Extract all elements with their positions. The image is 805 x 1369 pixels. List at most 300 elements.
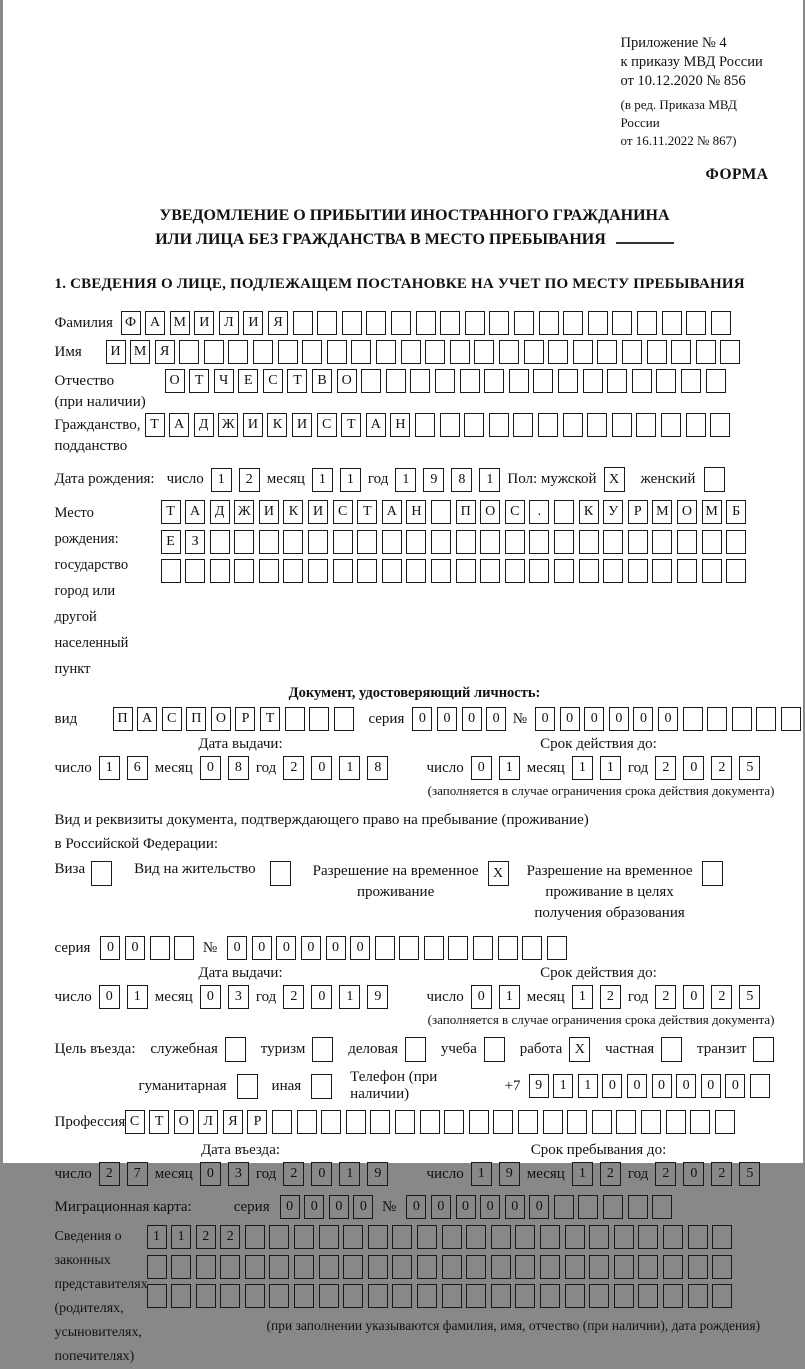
char-cell[interactable] xyxy=(392,1284,412,1308)
char-cell[interactable]: 0 xyxy=(353,1195,373,1219)
char-cell[interactable] xyxy=(431,530,451,554)
char-cell[interactable] xyxy=(440,311,460,335)
char-cell[interactable]: 0 xyxy=(437,707,457,731)
char-cell[interactable] xyxy=(589,1284,609,1308)
char-cell[interactable] xyxy=(638,1225,658,1249)
char-cell[interactable] xyxy=(688,1225,708,1249)
char-cell[interactable] xyxy=(647,340,667,364)
char-cell[interactable] xyxy=(343,1284,363,1308)
char-cell[interactable] xyxy=(450,340,470,364)
checkbox-residence-permit[interactable] xyxy=(270,861,291,886)
char-cell[interactable]: 1 xyxy=(147,1225,167,1249)
char-cell[interactable] xyxy=(491,1225,511,1249)
char-cell[interactable]: 0 xyxy=(280,1195,300,1219)
char-cell[interactable] xyxy=(499,340,519,364)
char-cell[interactable]: 2 xyxy=(711,1162,732,1186)
char-cell[interactable] xyxy=(147,1255,167,1279)
char-cell[interactable]: Т xyxy=(149,1110,169,1134)
char-cell[interactable] xyxy=(416,311,436,335)
char-cell[interactable] xyxy=(269,1255,289,1279)
char-cell[interactable] xyxy=(392,1255,412,1279)
res-number-cells[interactable] xyxy=(227,936,571,960)
char-cell[interactable] xyxy=(656,369,676,393)
char-cell[interactable] xyxy=(663,1225,683,1249)
name-cells[interactable] xyxy=(106,340,745,364)
char-cell[interactable] xyxy=(547,936,567,960)
char-cell[interactable] xyxy=(376,340,396,364)
char-cell[interactable] xyxy=(641,1110,661,1134)
birthplace-cells-2[interactable] xyxy=(161,530,751,554)
char-cell[interactable] xyxy=(489,311,509,335)
char-cell[interactable] xyxy=(489,413,509,437)
char-cell[interactable] xyxy=(671,340,691,364)
char-cell[interactable] xyxy=(612,311,632,335)
char-cell[interactable] xyxy=(638,1255,658,1279)
char-cell[interactable]: Т xyxy=(357,500,377,524)
char-cell[interactable]: 0 xyxy=(326,936,346,960)
char-cell[interactable] xyxy=(720,340,740,364)
char-cell[interactable] xyxy=(690,1110,710,1134)
char-cell[interactable]: М xyxy=(130,340,150,364)
phone-cells[interactable] xyxy=(529,1074,775,1098)
iddoc-valid-year-cells[interactable] xyxy=(655,756,767,780)
char-cell[interactable] xyxy=(444,1110,464,1134)
char-cell[interactable] xyxy=(220,1284,240,1308)
char-cell[interactable] xyxy=(579,530,599,554)
char-cell[interactable] xyxy=(308,559,328,583)
entry-month-cells[interactable] xyxy=(200,1162,256,1186)
char-cell[interactable]: Л xyxy=(198,1110,218,1134)
char-cell[interactable] xyxy=(587,413,607,437)
char-cell[interactable] xyxy=(245,1284,265,1308)
char-cell[interactable] xyxy=(702,530,722,554)
char-cell[interactable]: Т xyxy=(161,500,181,524)
char-cell[interactable] xyxy=(558,369,578,393)
char-cell[interactable] xyxy=(498,936,518,960)
char-cell[interactable] xyxy=(465,311,485,335)
char-cell[interactable] xyxy=(460,369,480,393)
char-cell[interactable] xyxy=(726,530,746,554)
char-cell[interactable]: 0 xyxy=(480,1195,500,1219)
char-cell[interactable] xyxy=(456,559,476,583)
char-cell[interactable]: 8 xyxy=(451,468,472,492)
char-cell[interactable]: О xyxy=(165,369,185,393)
char-cell[interactable] xyxy=(294,1284,314,1308)
char-cell[interactable] xyxy=(524,340,544,364)
char-cell[interactable] xyxy=(573,340,593,364)
char-cell[interactable]: 1 xyxy=(572,985,593,1009)
checkbox-other[interactable] xyxy=(311,1074,332,1099)
char-cell[interactable]: 0 xyxy=(701,1074,721,1098)
char-cell[interactable]: 1 xyxy=(479,468,500,492)
char-cell[interactable] xyxy=(319,1284,339,1308)
res-valid-month-cells[interactable] xyxy=(572,985,628,1009)
char-cell[interactable]: 1 xyxy=(340,468,361,492)
char-cell[interactable]: С xyxy=(505,500,525,524)
char-cell[interactable] xyxy=(565,1255,585,1279)
char-cell[interactable]: 1 xyxy=(395,468,416,492)
birth-year-cells[interactable] xyxy=(395,468,507,492)
char-cell[interactable] xyxy=(368,1284,388,1308)
char-cell[interactable] xyxy=(614,1255,634,1279)
char-cell[interactable] xyxy=(185,559,205,583)
char-cell[interactable]: П xyxy=(113,707,133,731)
char-cell[interactable]: 0 xyxy=(311,985,332,1009)
char-cell[interactable] xyxy=(652,559,672,583)
char-cell[interactable] xyxy=(554,559,574,583)
char-cell[interactable] xyxy=(513,413,533,437)
char-cell[interactable]: 1 xyxy=(339,985,360,1009)
birth-day-cells[interactable] xyxy=(211,468,267,492)
char-cell[interactable]: О xyxy=(337,369,357,393)
char-cell[interactable]: 5 xyxy=(739,985,760,1009)
char-cell[interactable] xyxy=(567,1110,587,1134)
char-cell[interactable] xyxy=(652,530,672,554)
char-cell[interactable]: А xyxy=(169,413,189,437)
char-cell[interactable] xyxy=(661,413,681,437)
char-cell[interactable] xyxy=(622,340,642,364)
char-cell[interactable] xyxy=(543,1110,563,1134)
char-cell[interactable] xyxy=(466,1225,486,1249)
char-cell[interactable]: Р xyxy=(628,500,648,524)
mig-number-cells[interactable] xyxy=(406,1195,677,1219)
char-cell[interactable] xyxy=(554,1195,574,1219)
char-cell[interactable]: 0 xyxy=(683,985,704,1009)
char-cell[interactable] xyxy=(278,340,298,364)
checkbox-male[interactable]: X xyxy=(604,467,625,492)
char-cell[interactable] xyxy=(515,1255,535,1279)
char-cell[interactable] xyxy=(294,1255,314,1279)
checkbox-business[interactable] xyxy=(405,1037,426,1062)
checkbox-work[interactable]: X xyxy=(569,1037,590,1062)
representatives-cells-1[interactable] xyxy=(147,1225,761,1249)
char-cell[interactable]: 2 xyxy=(655,756,676,780)
char-cell[interactable] xyxy=(401,340,421,364)
stay-month-cells[interactable] xyxy=(572,1162,628,1186)
char-cell[interactable] xyxy=(539,311,559,335)
char-cell[interactable] xyxy=(663,1284,683,1308)
char-cell[interactable]: Д xyxy=(194,413,214,437)
char-cell[interactable] xyxy=(245,1255,265,1279)
char-cell[interactable] xyxy=(702,559,722,583)
iddoc-issue-day-cells[interactable] xyxy=(99,756,155,780)
char-cell[interactable] xyxy=(456,530,476,554)
char-cell[interactable]: 0 xyxy=(252,936,272,960)
char-cell[interactable] xyxy=(540,1225,560,1249)
char-cell[interactable] xyxy=(333,530,353,554)
char-cell[interactable]: И xyxy=(308,500,328,524)
char-cell[interactable]: 1 xyxy=(553,1074,573,1098)
char-cell[interactable] xyxy=(327,340,347,364)
char-cell[interactable]: 1 xyxy=(171,1225,191,1249)
char-cell[interactable] xyxy=(333,559,353,583)
char-cell[interactable]: 0 xyxy=(627,1074,647,1098)
char-cell[interactable]: 9 xyxy=(423,468,444,492)
res-valid-year-cells[interactable] xyxy=(655,985,767,1009)
char-cell[interactable]: 1 xyxy=(127,985,148,1009)
char-cell[interactable] xyxy=(663,1255,683,1279)
char-cell[interactable] xyxy=(293,311,313,335)
char-cell[interactable] xyxy=(683,707,703,731)
char-cell[interactable] xyxy=(666,1110,686,1134)
res-issue-day-cells[interactable] xyxy=(99,985,155,1009)
char-cell[interactable] xyxy=(491,1284,511,1308)
char-cell[interactable]: 0 xyxy=(658,707,678,731)
char-cell[interactable]: 0 xyxy=(412,707,432,731)
char-cell[interactable] xyxy=(283,530,303,554)
char-cell[interactable]: 1 xyxy=(339,1162,360,1186)
char-cell[interactable] xyxy=(294,1225,314,1249)
char-cell[interactable] xyxy=(357,559,377,583)
birthplace-cells-3[interactable] xyxy=(161,559,751,583)
char-cell[interactable]: С xyxy=(317,413,337,437)
char-cell[interactable] xyxy=(711,311,731,335)
char-cell[interactable] xyxy=(234,530,254,554)
char-cell[interactable] xyxy=(399,936,419,960)
char-cell[interactable]: К xyxy=(283,500,303,524)
char-cell[interactable]: Т xyxy=(145,413,165,437)
iddoc-number-cells[interactable] xyxy=(535,707,805,731)
char-cell[interactable] xyxy=(392,1225,412,1249)
char-cell[interactable]: 0 xyxy=(676,1074,696,1098)
char-cell[interactable] xyxy=(688,1255,708,1279)
char-cell[interactable]: 5 xyxy=(739,756,760,780)
char-cell[interactable] xyxy=(515,1225,535,1249)
char-cell[interactable] xyxy=(417,1284,437,1308)
char-cell[interactable] xyxy=(637,311,657,335)
char-cell[interactable] xyxy=(688,1284,708,1308)
char-cell[interactable] xyxy=(706,369,726,393)
char-cell[interactable] xyxy=(565,1284,585,1308)
checkbox-humanitarian[interactable] xyxy=(237,1074,258,1099)
char-cell[interactable] xyxy=(628,559,648,583)
iddoc-issue-month-cells[interactable] xyxy=(200,756,256,780)
char-cell[interactable] xyxy=(614,1284,634,1308)
char-cell[interactable] xyxy=(662,311,682,335)
char-cell[interactable]: 0 xyxy=(406,1195,426,1219)
char-cell[interactable]: 0 xyxy=(683,1162,704,1186)
char-cell[interactable] xyxy=(474,340,494,364)
char-cell[interactable]: С xyxy=(162,707,182,731)
char-cell[interactable]: Ж xyxy=(218,413,238,437)
char-cell[interactable]: А xyxy=(382,500,402,524)
char-cell[interactable] xyxy=(628,530,648,554)
char-cell[interactable] xyxy=(386,369,406,393)
char-cell[interactable] xyxy=(448,936,468,960)
char-cell[interactable]: 0 xyxy=(471,756,492,780)
char-cell[interactable] xyxy=(228,340,248,364)
char-cell[interactable] xyxy=(442,1255,462,1279)
char-cell[interactable] xyxy=(375,936,395,960)
entry-year-cells[interactable] xyxy=(283,1162,395,1186)
char-cell[interactable] xyxy=(334,707,354,731)
char-cell[interactable]: А xyxy=(145,311,165,335)
char-cell[interactable] xyxy=(150,936,170,960)
char-cell[interactable] xyxy=(589,1255,609,1279)
char-cell[interactable]: 9 xyxy=(367,985,388,1009)
checkbox-study[interactable] xyxy=(484,1037,505,1062)
char-cell[interactable]: 0 xyxy=(311,1162,332,1186)
char-cell[interactable]: Т xyxy=(260,707,280,731)
char-cell[interactable]: 0 xyxy=(99,985,120,1009)
char-cell[interactable] xyxy=(147,1284,167,1308)
char-cell[interactable] xyxy=(686,311,706,335)
char-cell[interactable]: 2 xyxy=(655,1162,676,1186)
char-cell[interactable] xyxy=(269,1225,289,1249)
char-cell[interactable]: 0 xyxy=(304,1195,324,1219)
char-cell[interactable] xyxy=(589,1225,609,1249)
char-cell[interactable] xyxy=(259,559,279,583)
char-cell[interactable]: 2 xyxy=(283,985,304,1009)
char-cell[interactable]: 0 xyxy=(535,707,555,731)
char-cell[interactable]: С xyxy=(333,500,353,524)
char-cell[interactable]: И xyxy=(292,413,312,437)
char-cell[interactable] xyxy=(781,707,801,731)
surname-cells[interactable] xyxy=(121,311,736,335)
char-cell[interactable]: Р xyxy=(247,1110,267,1134)
char-cell[interactable]: П xyxy=(456,500,476,524)
char-cell[interactable]: И xyxy=(243,413,263,437)
char-cell[interactable]: 0 xyxy=(350,936,370,960)
char-cell[interactable]: О xyxy=(211,707,231,731)
char-cell[interactable] xyxy=(726,559,746,583)
char-cell[interactable]: Д xyxy=(210,500,230,524)
char-cell[interactable]: 3 xyxy=(228,985,249,1009)
stay-year-cells[interactable] xyxy=(655,1162,767,1186)
char-cell[interactable]: 8 xyxy=(228,756,249,780)
char-cell[interactable]: Ф xyxy=(121,311,141,335)
char-cell[interactable] xyxy=(368,1255,388,1279)
checkbox-private[interactable] xyxy=(661,1037,682,1062)
char-cell[interactable] xyxy=(245,1225,265,1249)
res-series-cells[interactable] xyxy=(100,936,198,960)
char-cell[interactable]: В xyxy=(312,369,332,393)
char-cell[interactable] xyxy=(382,530,402,554)
mig-series-cells[interactable] xyxy=(280,1195,378,1219)
char-cell[interactable]: И xyxy=(259,500,279,524)
char-cell[interactable]: 1 xyxy=(471,1162,492,1186)
char-cell[interactable] xyxy=(603,1195,623,1219)
char-cell[interactable] xyxy=(220,1255,240,1279)
char-cell[interactable] xyxy=(750,1074,770,1098)
char-cell[interactable] xyxy=(272,1110,292,1134)
char-cell[interactable] xyxy=(424,936,444,960)
char-cell[interactable]: Т xyxy=(287,369,307,393)
char-cell[interactable] xyxy=(712,1255,732,1279)
char-cell[interactable]: Т xyxy=(189,369,209,393)
char-cell[interactable] xyxy=(210,530,230,554)
char-cell[interactable]: 5 xyxy=(739,1162,760,1186)
char-cell[interactable] xyxy=(343,1225,363,1249)
char-cell[interactable]: 2 xyxy=(600,985,621,1009)
char-cell[interactable]: 0 xyxy=(471,985,492,1009)
char-cell[interactable]: Я xyxy=(155,340,175,364)
char-cell[interactable] xyxy=(607,369,627,393)
checkbox-transit[interactable] xyxy=(753,1037,774,1062)
char-cell[interactable] xyxy=(431,500,451,524)
char-cell[interactable]: 0 xyxy=(652,1074,672,1098)
char-cell[interactable]: П xyxy=(186,707,206,731)
char-cell[interactable]: Б xyxy=(726,500,746,524)
char-cell[interactable]: А xyxy=(366,413,386,437)
char-cell[interactable] xyxy=(370,1110,390,1134)
char-cell[interactable]: И xyxy=(194,311,214,335)
char-cell[interactable] xyxy=(420,1110,440,1134)
checkbox-temp-residence[interactable]: X xyxy=(488,861,509,886)
char-cell[interactable] xyxy=(712,1225,732,1249)
char-cell[interactable] xyxy=(681,369,701,393)
checkbox-official[interactable] xyxy=(225,1037,246,1062)
char-cell[interactable] xyxy=(196,1284,216,1308)
char-cell[interactable] xyxy=(588,311,608,335)
char-cell[interactable]: 2 xyxy=(283,756,304,780)
stay-day-cells[interactable] xyxy=(471,1162,527,1186)
char-cell[interactable]: 2 xyxy=(711,756,732,780)
char-cell[interactable] xyxy=(171,1284,191,1308)
iddoc-issue-year-cells[interactable] xyxy=(283,756,395,780)
char-cell[interactable]: А xyxy=(185,500,205,524)
char-cell[interactable]: 1 xyxy=(339,756,360,780)
char-cell[interactable] xyxy=(464,413,484,437)
char-cell[interactable] xyxy=(686,413,706,437)
char-cell[interactable] xyxy=(297,1110,317,1134)
char-cell[interactable]: 3 xyxy=(228,1162,249,1186)
char-cell[interactable] xyxy=(583,369,603,393)
char-cell[interactable] xyxy=(466,1284,486,1308)
char-cell[interactable] xyxy=(533,369,553,393)
char-cell[interactable] xyxy=(406,559,426,583)
char-cell[interactable]: 8 xyxy=(367,756,388,780)
char-cell[interactable] xyxy=(563,413,583,437)
char-cell[interactable] xyxy=(309,707,329,731)
char-cell[interactable] xyxy=(628,1195,648,1219)
char-cell[interactable] xyxy=(368,1225,388,1249)
char-cell[interactable] xyxy=(319,1225,339,1249)
char-cell[interactable]: Е xyxy=(161,530,181,554)
char-cell[interactable] xyxy=(493,1110,513,1134)
char-cell[interactable]: 0 xyxy=(200,756,221,780)
char-cell[interactable] xyxy=(317,311,337,335)
char-cell[interactable] xyxy=(707,707,727,731)
char-cell[interactable] xyxy=(319,1255,339,1279)
char-cell[interactable] xyxy=(473,936,493,960)
char-cell[interactable] xyxy=(285,707,305,731)
res-issue-month-cells[interactable] xyxy=(200,985,256,1009)
char-cell[interactable]: 0 xyxy=(311,756,332,780)
char-cell[interactable]: Т xyxy=(341,413,361,437)
char-cell[interactable]: С xyxy=(125,1110,145,1134)
char-cell[interactable]: 2 xyxy=(99,1162,120,1186)
char-cell[interactable]: М xyxy=(170,311,190,335)
char-cell[interactable]: 2 xyxy=(283,1162,304,1186)
char-cell[interactable] xyxy=(406,530,426,554)
char-cell[interactable] xyxy=(366,311,386,335)
iddoc-kind-cells[interactable] xyxy=(113,707,359,731)
entry-day-cells[interactable] xyxy=(99,1162,155,1186)
char-cell[interactable]: 1 xyxy=(312,468,333,492)
res-valid-day-cells[interactable] xyxy=(471,985,527,1009)
char-cell[interactable]: 1 xyxy=(211,468,232,492)
char-cell[interactable] xyxy=(204,340,224,364)
char-cell[interactable] xyxy=(210,559,230,583)
char-cell[interactable]: 2 xyxy=(711,985,732,1009)
char-cell[interactable] xyxy=(435,369,455,393)
char-cell[interactable]: 0 xyxy=(227,936,247,960)
char-cell[interactable] xyxy=(395,1110,415,1134)
res-issue-year-cells[interactable] xyxy=(283,985,395,1009)
char-cell[interactable] xyxy=(321,1110,341,1134)
char-cell[interactable]: 0 xyxy=(529,1195,549,1219)
